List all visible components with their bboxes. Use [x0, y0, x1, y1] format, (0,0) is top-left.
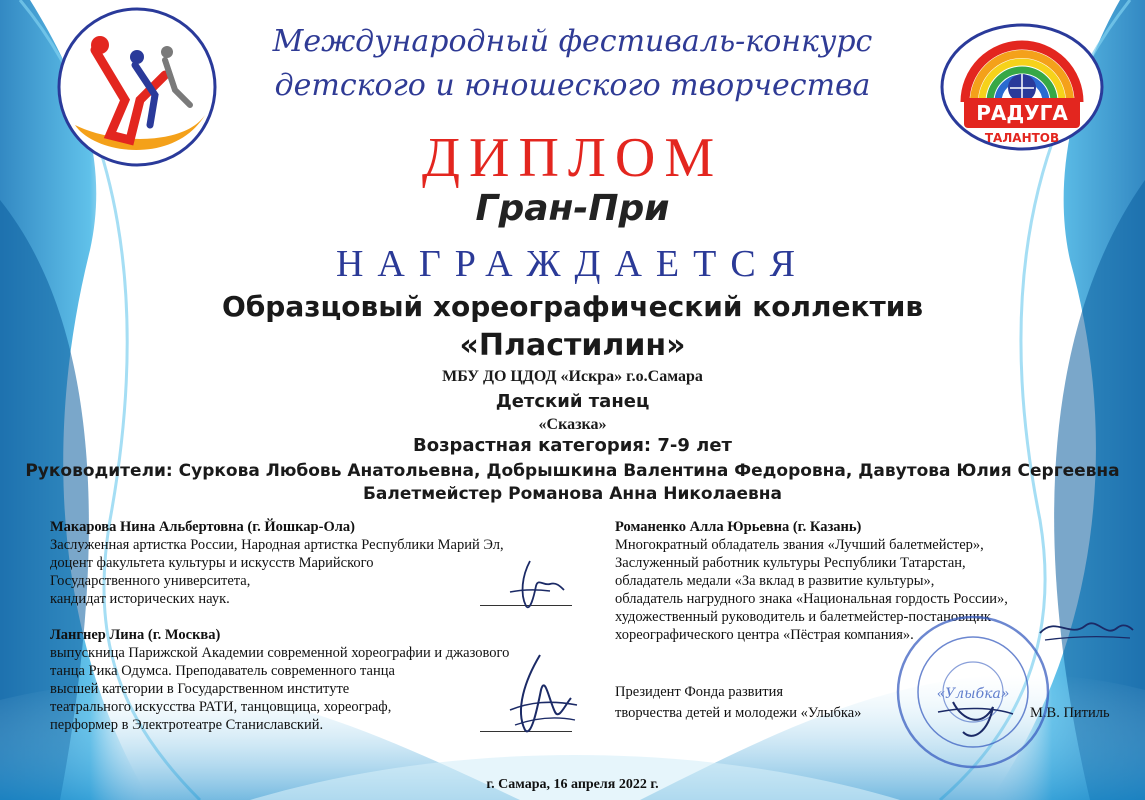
awarded-heading: НАГРАЖДАЕТСЯ [335, 243, 810, 285]
diploma-title: ДИПЛОМ [421, 127, 724, 189]
institution: МБУ ДО ЦДОД «Искра» г.о.Самара [442, 368, 703, 385]
festival-title-line2: детского и юношеского творчества [274, 68, 871, 103]
jury-line: хореографического центра «Пёстрая компания». [615, 627, 914, 643]
jury-line: художественный руководитель и балетмейстер-постановщик [615, 609, 991, 625]
jury-line: Многократный обладатель звания «Лучший балетмейстер», [615, 537, 984, 553]
president-name: М.В. Питиль [1030, 705, 1110, 721]
festival-title-line1: Международный фестиваль-конкурс [272, 24, 873, 59]
piece-title: «Сказка» [538, 416, 607, 433]
jury-line: Государственного университета, [50, 573, 251, 589]
jury-line: перформер в Электротеатре Станиславский. [50, 717, 324, 733]
president-title-line1: Президент Фонда развития [615, 684, 784, 700]
place-date: г. Самара, 16 апреля 2022 г. [486, 777, 659, 792]
signature-makarova-icon [490, 556, 570, 616]
svg-text:ТАЛАНТОВ: ТАЛАНТОВ [984, 131, 1060, 145]
diploma-subtitle: Гран-При [475, 188, 670, 229]
jury-name: Лангнер Лина (г. Москва) [50, 627, 221, 643]
jury-line: Заслуженный работник культуры Республики Татарстан, [615, 555, 966, 571]
leaders: Руководители: Суркова Любовь Анатольевна, Добрышкина Валентина Федоровна, Давутова Юлия Сергеевна [25, 461, 1120, 481]
jury-line: кандидат исторических наук. [50, 591, 230, 607]
jury-line: выпускница Парижской Академии современной хореографии и джазового [50, 645, 510, 661]
svg-text:РАДУГА: РАДУГА [976, 101, 1068, 125]
svg-text:«Улыбка»: «Улыбка» [936, 686, 1010, 702]
nomination: Детский танец [495, 391, 650, 412]
jury-line: высшей категории в Государственном институте [50, 681, 350, 697]
signature-langner-icon [485, 650, 585, 740]
jury-line: театрального искусства РАТИ, танцовщица, хореограф, [50, 699, 392, 715]
recipient-line2: «Пластилин» [459, 328, 686, 363]
recipient-line1: Образцовый хореографический коллектив [221, 290, 924, 323]
president-title-line2: творчества детей и молодежи «Улыбка» [615, 705, 862, 721]
jury-line: Заслуженная артистка России, Народная артистка Республики Марий Эл, [50, 537, 504, 553]
age-category: Возрастная категория: 7-9 лет [413, 435, 732, 456]
jury-left-1 [50, 519, 504, 608]
jury-line: танца Рика Одумса. Преподаватель современного танца [50, 663, 395, 679]
jury-line: обладатель нагрудного знака «Национальная гордость России», [615, 591, 1008, 607]
jury-left-2 [50, 627, 509, 734]
jury-line: обладатель медали «За вклад в развитие культуры», [615, 573, 935, 589]
ballet-master: Балетмейстер Романова Анна Николаевна [362, 484, 783, 504]
jury-line: доцент факультета культуры и искусств Марийского [50, 555, 374, 571]
jury-name: Романенко Алла Юрьевна (г. Казань) [615, 519, 862, 535]
jury-name: Макарова Нина Альбертовна (г. Йошкар-Ола) [50, 519, 355, 535]
foundation-stamp-icon [893, 612, 1053, 772]
